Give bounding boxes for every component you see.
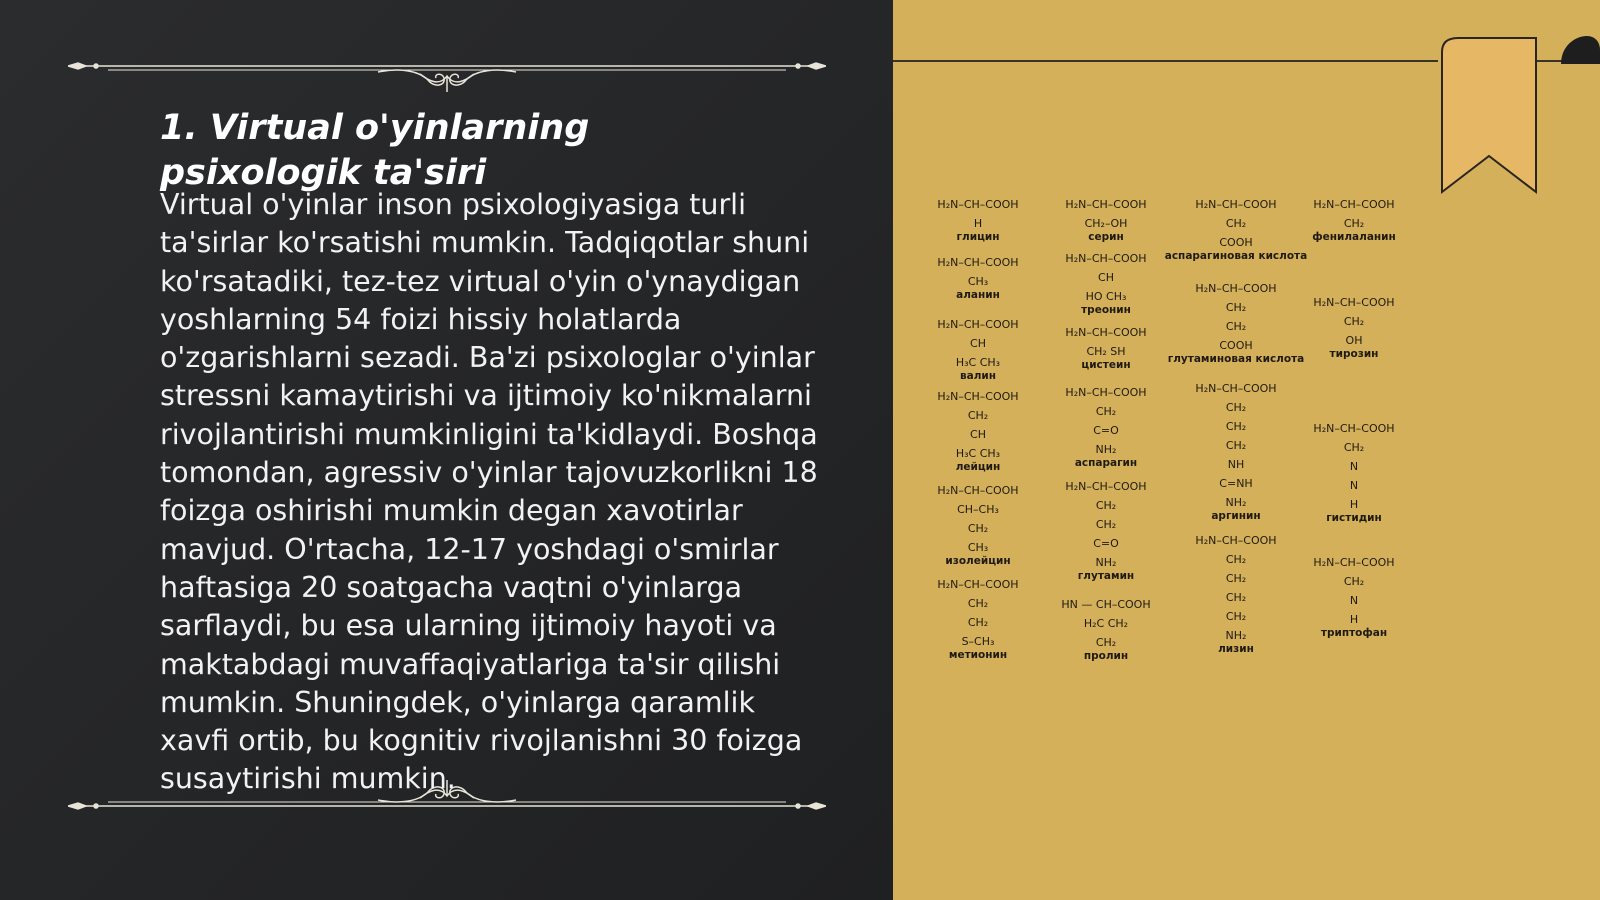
formula-line: H₂N–CH–COOH <box>937 484 1019 497</box>
image-panel <box>893 0 1600 900</box>
amino-acid-name: лейцин <box>955 461 1001 473</box>
amino-acid-name: серин <box>1088 231 1124 243</box>
formula-line: H <box>1349 613 1359 626</box>
formula-line: H₂N–CH–COOH <box>937 390 1019 403</box>
amino-acid-name: аспарагиновая кислота <box>1164 250 1308 262</box>
formula-line: C=O <box>1093 537 1119 550</box>
formula-line: H₂N–CH–COOH <box>1195 282 1277 295</box>
formula-line: H <box>1349 498 1359 511</box>
formula-line: CH₂ <box>1225 591 1247 604</box>
amino-acid-formulas-image <box>930 196 1450 686</box>
formula-line: CH₂ <box>1343 315 1365 328</box>
formula-line: CH₂ <box>1225 217 1247 230</box>
formula-line: CH₂ <box>1095 405 1117 418</box>
formula-line: N <box>1349 479 1359 492</box>
formula-line: OH <box>1345 334 1363 347</box>
amino-acid-name: аспарагин <box>1074 457 1138 469</box>
slide-body-text: Virtual o'yinlar inson psixologiyasiga turli ta'sirlar ko'rsatishi mumkin. Tadqiqotlar shuni ko'rsatadiki, tez-tez virtual o'yin o'ynaydigan yoshlarning 54 foizi hissiy holatlarda o'zgarishlarni sezadi. Ba'zi psixologlar o'yinlar stressni kamaytirishi va ijtimoiy ko'nikmalarni rivojlantirishi mumkinligini ta'kidlaydi. Boshqa tomondan, agressiv o'yinlar tajovuzkorlikni 18 foizga oshirishi mumkin degan xavotirlar mavjud. O'rtacha, 12-17 yoshdagi o'smirlar haftasiga 20 soatgacha vaqtni o'yinlarga sarflaydi, bu esa ularning ijtimoiy hayoti va maktabdagi muvaffaqiyatlariga ta'sir qilishi mumkin. Shuningdek, o'yinlarga qaramlik xavfi ortib, bu kognitiv rivojlanishni 30 foizga susaytirishi mumkin. <box>160 188 818 796</box>
amino-acid-name: глутаминовая кислота <box>1167 353 1305 365</box>
amino-acid-name: лизин <box>1218 643 1254 655</box>
amino-acid-name: аргинин <box>1211 510 1261 522</box>
amino-acid-name: фенилаланин <box>1312 231 1396 243</box>
formula-line: CH₃ <box>967 275 989 288</box>
amino-acid-name: гистидин <box>1326 512 1382 524</box>
formula-line: CH₂ <box>1343 217 1365 230</box>
formula-line: CH <box>970 428 986 441</box>
formula-line: H₂N–CH–COOH <box>1065 326 1147 339</box>
formula-line: H₂N–CH–COOH <box>1313 296 1395 309</box>
formula-line: CH₂ <box>1225 572 1247 585</box>
amino-acid-name: треонин <box>1081 304 1131 316</box>
formula-line: H₂N–CH–COOH <box>937 578 1019 591</box>
amino-acid-name: триптофан <box>1320 627 1388 639</box>
formula-line: HO CH₃ <box>1085 290 1127 303</box>
formula-line: H₂N–CH–COOH <box>1065 252 1147 265</box>
bookmark-ribbon-icon <box>1438 36 1538 196</box>
formula-line: C=NH <box>1219 477 1253 490</box>
formula-line: NH₂ <box>1095 556 1117 569</box>
formula-line: CH₂ <box>1225 610 1247 623</box>
formula-line: CH₂ <box>1343 441 1365 454</box>
formula-line: CH <box>1098 271 1114 284</box>
formula-line: CH₂ <box>967 522 989 535</box>
formula-line: COOH <box>1219 339 1253 352</box>
formula-line: H₂N–CH–COOH <box>1195 382 1277 395</box>
amino-acid-name: тирозин <box>1329 348 1379 360</box>
formula-line: CH₂ <box>1343 575 1365 588</box>
panel-rule-line <box>893 60 1438 62</box>
formula-line: CH₂ <box>1095 636 1117 649</box>
amino-acid-name: цистеин <box>1081 359 1131 371</box>
formula-line: CH₂ <box>1225 301 1247 314</box>
formula-line: H₃C CH₃ <box>955 447 1001 460</box>
formula-line: HN — CH–COOH <box>1061 598 1151 611</box>
formula-line: CH₂ <box>967 597 989 610</box>
formula-line: NH <box>1227 458 1245 471</box>
formula-line: COOH <box>1219 236 1253 249</box>
formula-line: H₂N–CH–COOH <box>1313 556 1395 569</box>
amino-acid-name: аланин <box>956 289 1000 301</box>
formula-line: CH–CH₃ <box>957 503 999 516</box>
formula-line: CH₂ <box>967 409 989 422</box>
amino-acid-name: глицин <box>956 231 1000 243</box>
formula-line: CH₂ SH <box>1086 345 1126 358</box>
formula-line: CH₂ <box>1095 499 1117 512</box>
amino-acid-name: метионин <box>948 649 1008 661</box>
formula-line: CH₂ <box>1095 518 1117 531</box>
amino-acid-name: валин <box>959 370 997 382</box>
formula-line: H₃C CH₃ <box>955 356 1001 369</box>
formula-line: H₂N–CH–COOH <box>1195 534 1277 547</box>
formula-line: H₂N–CH–COOH <box>1065 386 1147 399</box>
formula-line: CH₂–OH <box>1084 217 1128 230</box>
bookmark-curl-icon <box>1561 36 1600 64</box>
formula-line: C=O <box>1093 424 1119 437</box>
formula-line: CH₂ <box>1225 439 1247 452</box>
formula-line: CH₂ <box>1225 420 1247 433</box>
formula-line: H₂N–CH–COOH <box>937 256 1019 269</box>
formula-line: CH₂ <box>1225 401 1247 414</box>
formula-line: H₂N–CH–COOH <box>1065 480 1147 493</box>
formula-line: CH₂ <box>967 616 989 629</box>
formula-line: H₂N–CH–COOH <box>1313 198 1395 211</box>
amino-acid-name: пролин <box>1083 650 1129 662</box>
formula-line: H₂N–CH–COOH <box>937 318 1019 331</box>
formula-line: S–CH₃ <box>961 635 995 648</box>
formula-line: H₂N–CH–COOH <box>1313 422 1395 435</box>
slide-title: 1. Virtual o'yinlarning psixologik ta'siri <box>160 108 590 193</box>
formula-line: N <box>1349 460 1359 473</box>
formula-line: NH₂ <box>1225 496 1247 509</box>
formula-line: H <box>973 217 983 230</box>
formula-line: N <box>1349 594 1359 607</box>
formula-line: H₂N–CH–COOH <box>937 198 1019 211</box>
formula-line: CH₂ <box>1225 553 1247 566</box>
top-ornament-divider <box>68 46 826 96</box>
formula-line: NH₂ <box>1095 443 1117 456</box>
formula-line: H₂C CH₂ <box>1083 617 1129 630</box>
formula-line: CH <box>970 337 986 350</box>
formula-line: CH₃ <box>967 541 989 554</box>
formula-line: NH₂ <box>1225 629 1247 642</box>
formula-line: CH₂ <box>1225 320 1247 333</box>
amino-acid-name: изолейцин <box>945 555 1011 567</box>
amino-acid-name: глутамин <box>1077 570 1135 582</box>
formula-line: H₂N–CH–COOH <box>1065 198 1147 211</box>
formula-line: H₂N–CH–COOH <box>1195 198 1277 211</box>
